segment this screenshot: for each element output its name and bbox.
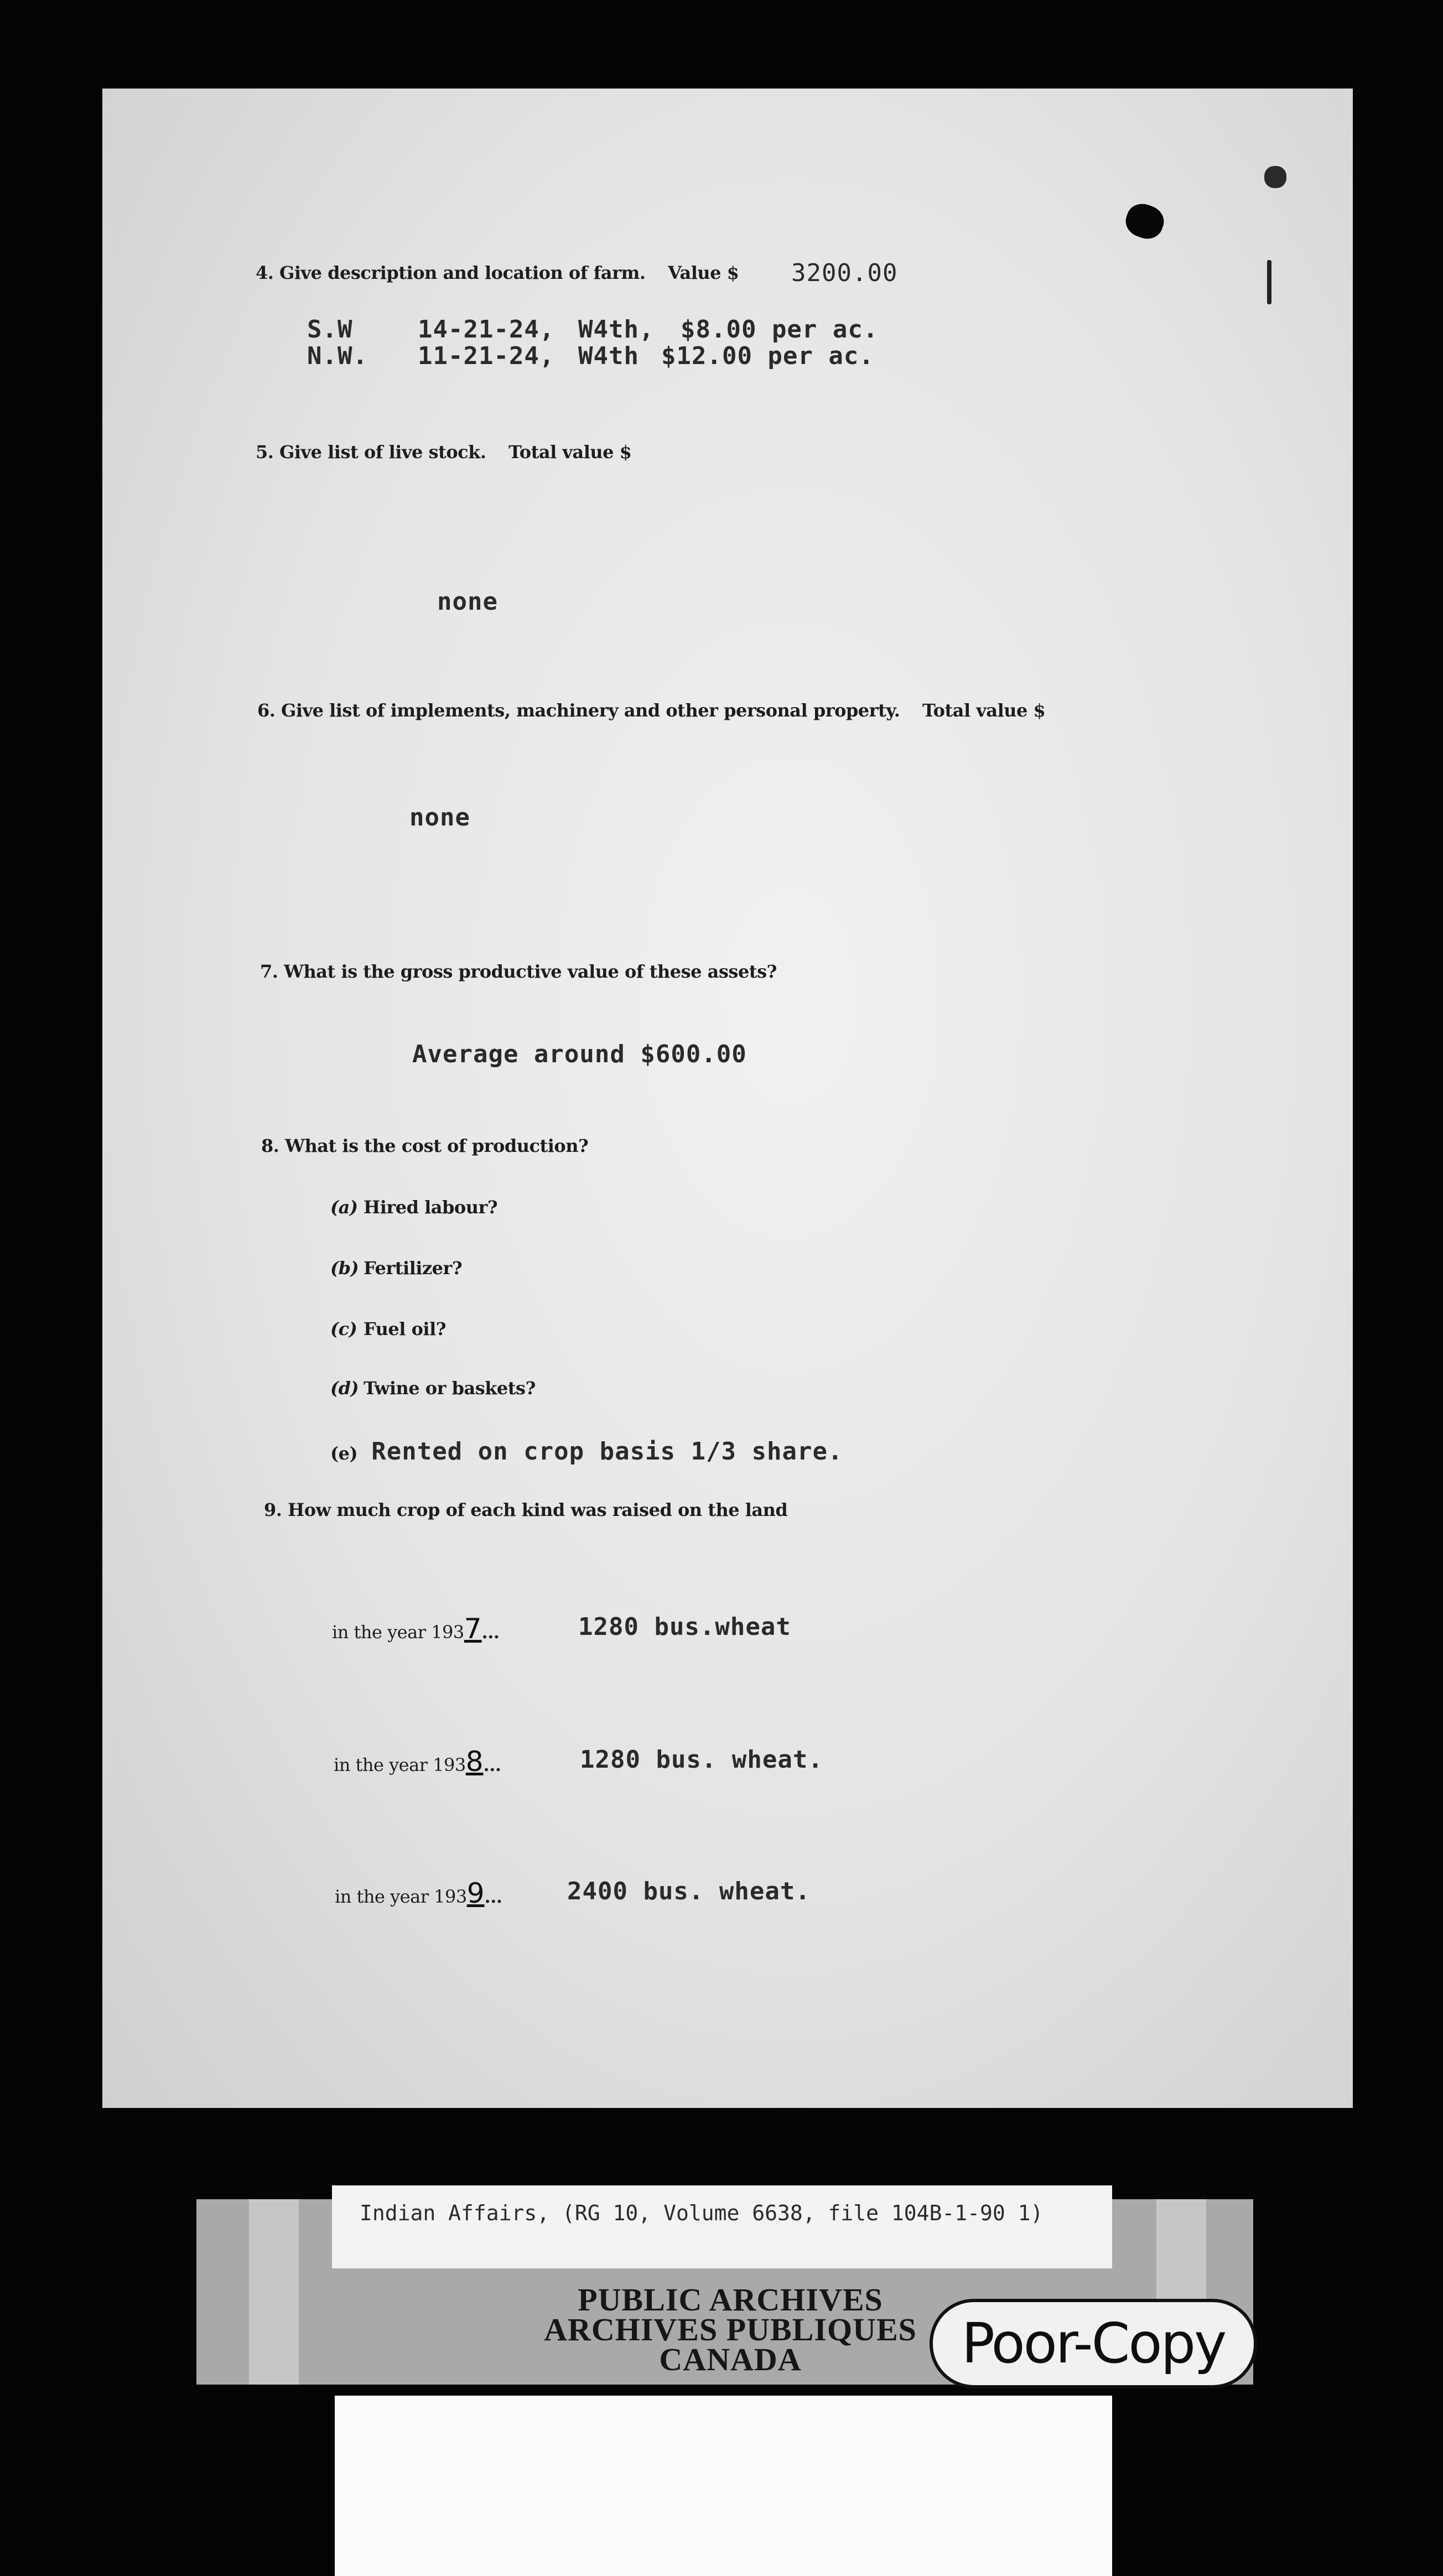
q8-item-c: (c) Fuel oil? [330, 1318, 446, 1339]
poor-copy-note: Poor-Copy [930, 2299, 1257, 2388]
q9-label: 9. How much crop of each kind was raised on the land [264, 1499, 788, 1520]
label-backing-edge [249, 2199, 299, 2385]
q4-label: 4. Give description and location of farm. Value $ [256, 262, 739, 283]
q9-crop-3: 2400 bus. wheat. [567, 1877, 811, 1905]
archive-stamp-line-1: PUBLIC ARCHIVES [578, 2282, 883, 2318]
blank-label-area [335, 2396, 1112, 2576]
document-page [102, 89, 1353, 2108]
q9-year-row: in the year 1938... [334, 1746, 501, 1778]
archive-stamp-line-3: CANADA [659, 2341, 802, 2377]
page-edge-mark [1264, 166, 1286, 188]
q9-crop-1: 1280 bus.wheat [578, 1613, 791, 1641]
archive-reference-label [332, 2185, 1112, 2268]
q6-label: 6. Give list of implements, machinery and other personal property. Total value $ [257, 700, 1046, 721]
q8-item-a: (a) Hired labour? [330, 1197, 498, 1218]
q9-year-row: in the year 1937... [332, 1613, 500, 1645]
q5-label: 5. Give list of live stock. Total value $ [256, 442, 632, 463]
q8-label: 8. What is the cost of production? [261, 1135, 589, 1156]
q7-answer: Average around $600.00 [412, 1040, 747, 1068]
q8-item-e: (e) Rented on crop basis 1/3 share. [330, 1437, 843, 1466]
q8-item-d: (d) Twine or baskets? [330, 1378, 536, 1399]
farm-line-2: N.W. 11-21-24, W4th $12.00 per ac. [307, 342, 874, 370]
farm-line-1: S.W 14-21-24, W4th, $8.00 per ac. [307, 315, 879, 344]
q4-value: 3200.00 [791, 259, 898, 287]
q8-item-b: (b) Fertilizer? [330, 1258, 463, 1279]
q9-crop-2: 1280 bus. wheat. [580, 1746, 823, 1774]
archive-stamp-line-2: ARCHIVES PUBLIQUES [544, 2312, 917, 2348]
archive-reference: Indian Affairs, (RG 10, Volume 6638, file 104B-1-90 1) [360, 2201, 1044, 2225]
q6-answer: none [409, 803, 470, 832]
q9-year-row: in the year 1939... [335, 1877, 502, 1909]
q5-answer: none [437, 588, 498, 616]
page-edge-mark [1267, 260, 1271, 304]
q7-label: 7. What is the gross productive value of these assets? [260, 961, 777, 982]
